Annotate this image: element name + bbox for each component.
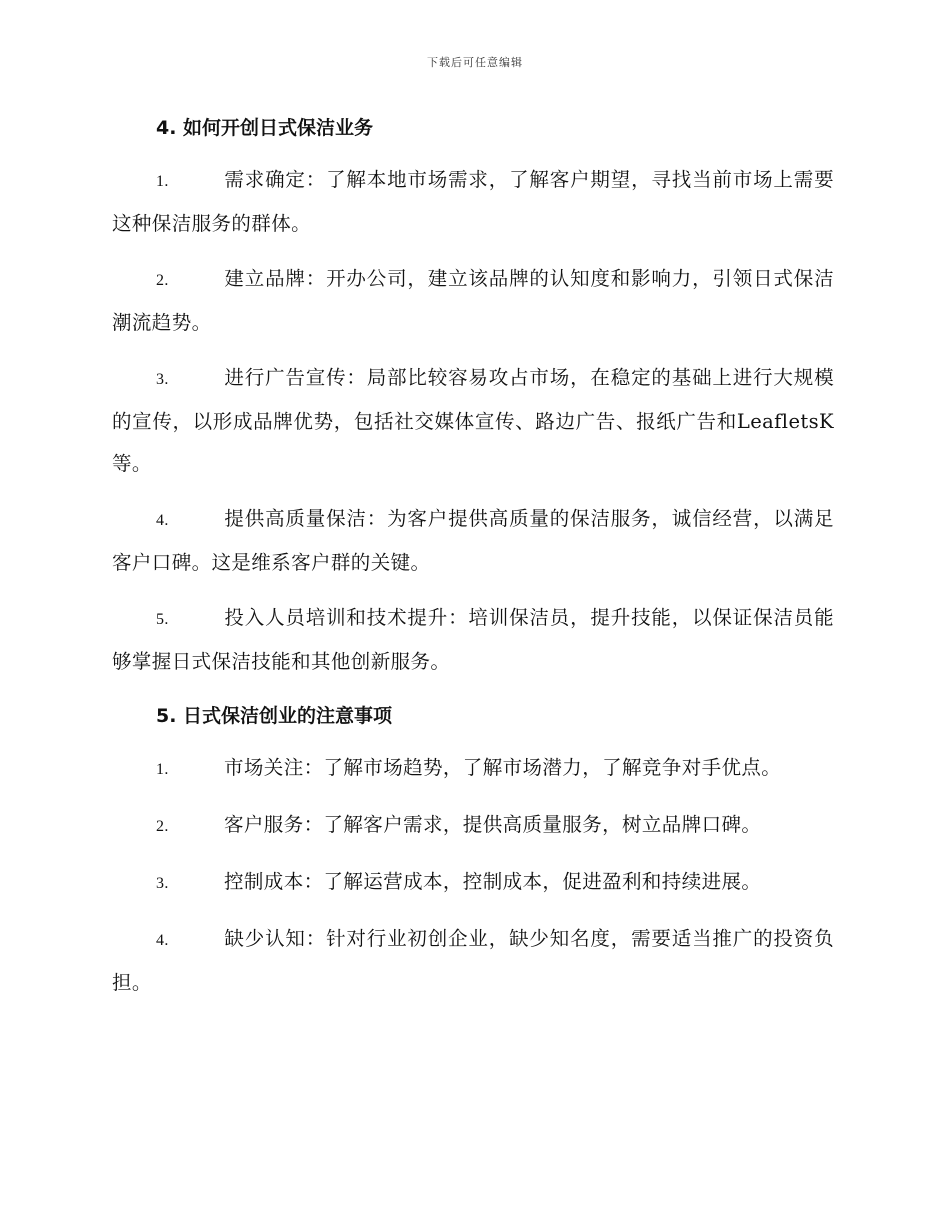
- list-item: [112, 804, 834, 848]
- list-item-number: 5.: [156, 611, 169, 628]
- list-item-number: 1.: [156, 173, 169, 190]
- list-item-text: 市场关注：了解市场趋势，了解市场潜力，了解竞争对手优点。: [224, 756, 782, 779]
- list-item-number: 4.: [156, 932, 169, 949]
- document-body: [112, 108, 834, 1017]
- section-heading-5: 5. 日式保洁创业的注意事项: [156, 705, 393, 727]
- list-item-text: 建立品牌：开办公司，建立该品牌的认知度和影响力，引领日式保洁潮流趋势。: [112, 267, 834, 334]
- list-item-text: 控制成本：了解运营成本，控制成本，促进盈利和持续进展。: [224, 870, 762, 893]
- list-item-text: 需求确定：了解本地市场需求，了解客户期望，寻找当前市场上需要这种保洁服务的群体。: [112, 168, 834, 235]
- list-item-text: 进行广告宣传：局部比较容易攻占市场，在稳定的基础上进行大规模的宣传，以形成品牌优势，包括社交媒体宣传、路边广告、报纸广告和LeafletsK等。: [112, 366, 834, 475]
- list-item-text: 提供高质量保洁：为客户提供高质量的保洁服务，诚信经营，以满足客户口碑。这是维系客户群的关键。: [112, 507, 834, 574]
- list-item: [112, 159, 834, 245]
- list-item: [112, 861, 834, 905]
- header-note: 下载后可任意编辑: [427, 56, 523, 69]
- list-item-number: 3.: [156, 875, 169, 892]
- list-item-text: 客户服务：了解客户需求，提供高质量服务，树立品牌口碑。: [224, 813, 762, 836]
- list-item-number: 4.: [156, 512, 169, 529]
- list-item-number: 1.: [156, 761, 169, 778]
- list-item-number: 2.: [156, 272, 169, 289]
- list-item: [112, 258, 834, 344]
- list-item: [112, 597, 834, 683]
- list-item: [112, 498, 834, 584]
- list-item-number: 2.: [156, 818, 169, 835]
- list-item: [112, 357, 834, 485]
- list-item-text: 投入人员培训和技术提升：培训保洁员，提升技能，以保证保洁员能够掌握日式保洁技能和其他创新服务。: [112, 606, 834, 673]
- section-heading-4: 4. 如何开创日式保洁业务: [156, 117, 374, 139]
- list-item: [112, 747, 834, 791]
- list-item-text: 缺少认知：针对行业初创企业，缺少知名度，需要适当推广的投资负担。: [112, 927, 834, 994]
- list-item-number: 3.: [156, 371, 169, 388]
- list-item: [112, 918, 834, 1004]
